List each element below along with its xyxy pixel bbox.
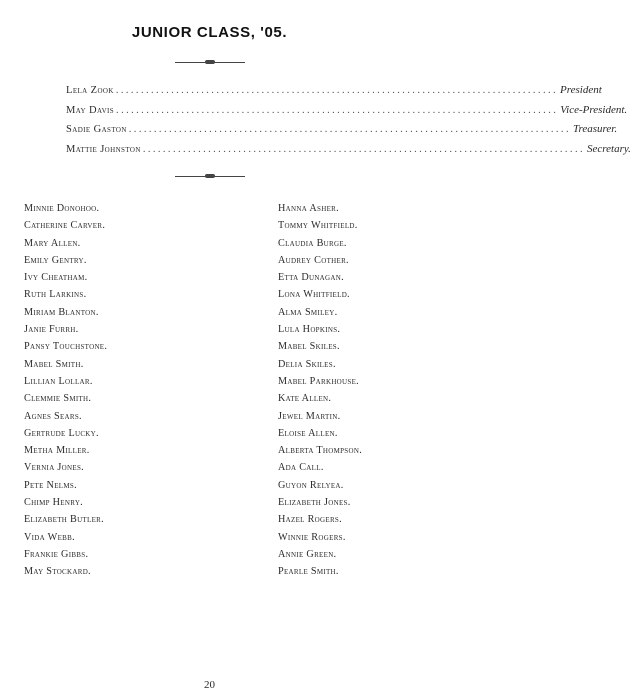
officer-row <box>66 142 631 163</box>
member-name: Kate Allen. <box>278 393 332 405</box>
member-name: Ivy Cheatham. <box>24 272 88 284</box>
member-name: May Stockard. <box>24 566 91 578</box>
member-name: Ada Call. <box>278 462 324 474</box>
member-name: Janie Furrh. <box>24 324 79 336</box>
officer-name: May Davis <box>66 104 115 116</box>
officer-role: President <box>560 84 602 96</box>
member-name: Gertrude Lucky. <box>24 427 99 439</box>
member-name: Emily Gentry. <box>24 254 87 266</box>
dot-leader: ........................................................................................ <box>142 143 586 155</box>
member-name: Etta Dunagan. <box>278 272 344 284</box>
member-name: Mabel Parkhouse. <box>278 375 360 387</box>
member-name: Hanna Asher. <box>278 203 339 214</box>
member-name: Hazel Rogers. <box>278 514 342 526</box>
member-name: Annie Green. <box>278 548 337 560</box>
member-name: Vida Webb. <box>24 531 75 543</box>
ornamental-rule-bottom <box>175 176 245 177</box>
member-name: Mabel Smith. <box>24 358 84 370</box>
member-name: Agnes Sears. <box>24 410 82 422</box>
member-name: Guyon Relyea. <box>278 479 344 491</box>
member-name: Eloise Allen. <box>278 427 338 439</box>
member-name: Alma Smiley. <box>278 306 338 318</box>
officers-list <box>66 84 631 162</box>
member-name: Chimp Henry. <box>24 497 84 509</box>
member-name: Lona Whitfield. <box>278 289 350 301</box>
officer-name: Mattie Johnston <box>66 143 141 155</box>
member-name: Frankie Gibbs. <box>24 548 89 560</box>
members-list-left <box>24 200 107 581</box>
member-name: Pansy Touchstone. <box>24 341 108 353</box>
members-list-right <box>278 200 362 581</box>
officer-name: Lela Zook <box>66 85 114 96</box>
member-name: Audrey Cother. <box>278 254 349 266</box>
member-name: Pearle Smith. <box>278 566 339 578</box>
member-name: Alberta Thompson. <box>278 445 363 457</box>
officer-role: Secretary. <box>587 142 631 155</box>
member-name: Clemmie Smith. <box>24 393 92 405</box>
dot-leader: ........................................................................................ <box>115 85 559 96</box>
member-name: Jewel Martin. <box>278 410 341 422</box>
dot-leader: ........................................................................................ <box>128 124 571 135</box>
member-name: Ruth Larkins. <box>24 289 87 301</box>
member-name: Lillian Lollar. <box>24 375 93 387</box>
officer-role: Treasurer. <box>572 123 618 135</box>
member-name: Miriam Blanton. <box>24 306 99 318</box>
member-name: Delia Skiles. <box>278 358 336 370</box>
page-number: 20 <box>204 679 215 691</box>
officer-role: Vice-President. <box>560 103 628 116</box>
member-name: Winnie Rogers. <box>278 531 346 543</box>
member-name: Mary Allen. <box>24 237 81 249</box>
member-name: Elizabeth Jones. <box>278 497 351 509</box>
member-name: Claudia Burge. <box>278 237 347 249</box>
officer-row <box>66 123 618 143</box>
dot-leader: ........................................................................................ <box>116 104 559 116</box>
officer-name: Sadie Gaston <box>66 124 127 135</box>
member-name: Mabel Skiles. <box>278 341 340 353</box>
member-name: Elizabeth Butler. <box>24 514 104 526</box>
rule-ornament <box>205 174 215 178</box>
rule-ornament <box>205 60 215 64</box>
member-name: Lula Hopkins. <box>278 324 341 336</box>
ornamental-rule-top <box>175 62 245 63</box>
member-name: Catherine Carver. <box>24 220 106 232</box>
member-name: Minnie Donohoo. <box>24 203 100 214</box>
officer-row <box>66 103 628 124</box>
member-name: Pete Nelms. <box>24 479 77 491</box>
officer-row <box>66 84 602 104</box>
member-name: Metha Miller. <box>24 445 90 457</box>
member-name: Tommy Whitfield. <box>278 220 358 232</box>
page-title: JUNIOR CLASS, '05. <box>131 24 288 41</box>
member-name: Vernia Jones. <box>24 462 84 474</box>
